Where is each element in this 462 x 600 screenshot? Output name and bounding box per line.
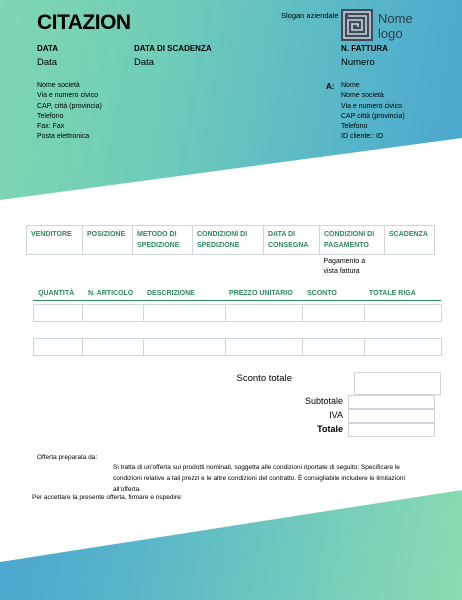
cell-descrizione[interactable] — [144, 339, 226, 356]
table-row — [34, 339, 442, 356]
col-venditore: VENDITORE — [27, 226, 83, 255]
sender-address — [37, 81, 102, 143]
sender-line[interactable]: Fax: Fax — [37, 123, 65, 131]
cell-scadenza[interactable] — [385, 255, 435, 281]
company-slogan: Slogan aziendale — [281, 11, 339, 20]
recipient-label: A: — [326, 82, 335, 91]
shipping-value-row — [27, 255, 435, 281]
items-table-2 — [33, 338, 442, 356]
cell-quantita[interactable] — [34, 305, 83, 322]
discount-field[interactable] — [354, 372, 441, 395]
total-field[interactable] — [348, 423, 435, 437]
logo-icon — [341, 9, 373, 41]
cell-articolo[interactable] — [83, 339, 144, 356]
vat-field[interactable] — [348, 409, 435, 423]
vat-label: IVA — [329, 410, 343, 420]
col-prezzo-unitario: PREZZO UNITARIO — [229, 290, 293, 297]
cell-venditore[interactable] — [27, 255, 83, 281]
invoice-number-value[interactable]: Numero — [341, 57, 375, 68]
col-sconto: SCONTO — [307, 290, 337, 297]
items-table — [33, 304, 442, 322]
logo-line-1: Nome — [378, 11, 413, 26]
cell-metodo-spedizione[interactable] — [133, 255, 193, 281]
col-totale-riga: TOTALE RIGA — [369, 290, 416, 297]
recipient-line[interactable]: Via e numero civico — [341, 102, 402, 110]
accept-instructions: Per accettare la presente offerta, firmare e rispedire: — [32, 494, 183, 501]
total-label: Totale — [317, 424, 343, 434]
subtotal-field[interactable] — [348, 395, 435, 409]
sender-line[interactable]: Posta elettronica — [37, 133, 90, 141]
offer-conditions-note[interactable]: Si tratta di un'offerta sui prodotti nominati, soggetta alle condizioni riportate di seguito: Specificare le condizioni relative a tali prezzi e le altre condizioni del contratto. È consigliabile includere le limitazioni all'offerta. — [113, 464, 405, 493]
logo-line-2: logo — [378, 26, 403, 41]
col-descrizione: DESCRIZIONE — [147, 290, 195, 297]
recipient-line[interactable]: Telefono — [341, 123, 368, 131]
cell-totale-riga[interactable] — [365, 339, 442, 356]
shipping-header-row — [27, 226, 435, 255]
col-data-consegna: DATA DI CONSEGNA — [264, 226, 320, 255]
recipient-line[interactable]: Nome — [341, 82, 360, 89]
cell-posizione[interactable] — [83, 255, 133, 281]
discount-label: Sconto totale — [236, 373, 292, 384]
cell-quantita[interactable] — [34, 339, 83, 356]
cell-condizioni-spedizione[interactable] — [193, 255, 264, 281]
document-title: CITAZION — [37, 11, 131, 34]
cell-sconto[interactable] — [303, 305, 365, 322]
cell-articolo[interactable] — [83, 305, 144, 322]
cell-data-consegna[interactable] — [264, 255, 320, 281]
recipient-line[interactable]: CAP città (provincia) — [341, 112, 405, 120]
date-value[interactable]: Data — [37, 57, 58, 68]
footer-background — [0, 490, 462, 600]
invoice-number-label: N. FATTURA — [341, 44, 388, 53]
sender-line[interactable]: Via e numero civico — [37, 92, 98, 100]
cell-sconto[interactable] — [303, 339, 365, 356]
due-date-label: DATA DI SCADENZA — [134, 44, 212, 53]
cell-totale-riga[interactable] — [365, 305, 442, 322]
date-label: DATA — [37, 44, 59, 53]
recipient-line[interactable]: ID cliente:: ID — [341, 133, 384, 141]
cell-prezzo-unitario[interactable] — [226, 305, 303, 322]
due-date-value[interactable]: Data — [134, 57, 155, 68]
sender-line[interactable]: Telefono — [37, 112, 64, 120]
subtotal-label: Subtotale — [304, 396, 343, 406]
table-row — [34, 305, 442, 322]
col-quantita: QUANTITÀ — [38, 290, 75, 297]
col-metodo-spedizione: METODO DI SPEDIZIONE — [133, 226, 193, 255]
prepared-by-label: Offerta preparata da: — [37, 454, 98, 461]
sender-line[interactable]: Nome società — [37, 82, 80, 89]
cell-descrizione[interactable] — [144, 305, 226, 322]
col-posizione: POSIZIONE — [83, 226, 133, 255]
sender-line[interactable]: CAP, città (provincia) — [37, 102, 102, 110]
col-scadenza: SCADENZA — [385, 226, 435, 255]
recipient-line[interactable]: Nome società — [341, 92, 384, 100]
cell-prezzo-unitario[interactable] — [226, 339, 303, 356]
logo-text — [378, 11, 413, 41]
recipient-address — [341, 81, 405, 143]
col-articolo: N. ARTICOLO — [88, 290, 134, 297]
col-condizioni-spedizione: CONDIZIONI DI SPEDIZIONE — [193, 226, 264, 255]
cell-condizioni-pagamento[interactable]: Pagamento a vista fattura — [323, 258, 366, 275]
col-condizioni-pagamento: CONDIZIONI DI PAGAMENTO — [320, 226, 385, 255]
items-header-divider — [33, 300, 441, 301]
shipping-table — [26, 225, 435, 281]
